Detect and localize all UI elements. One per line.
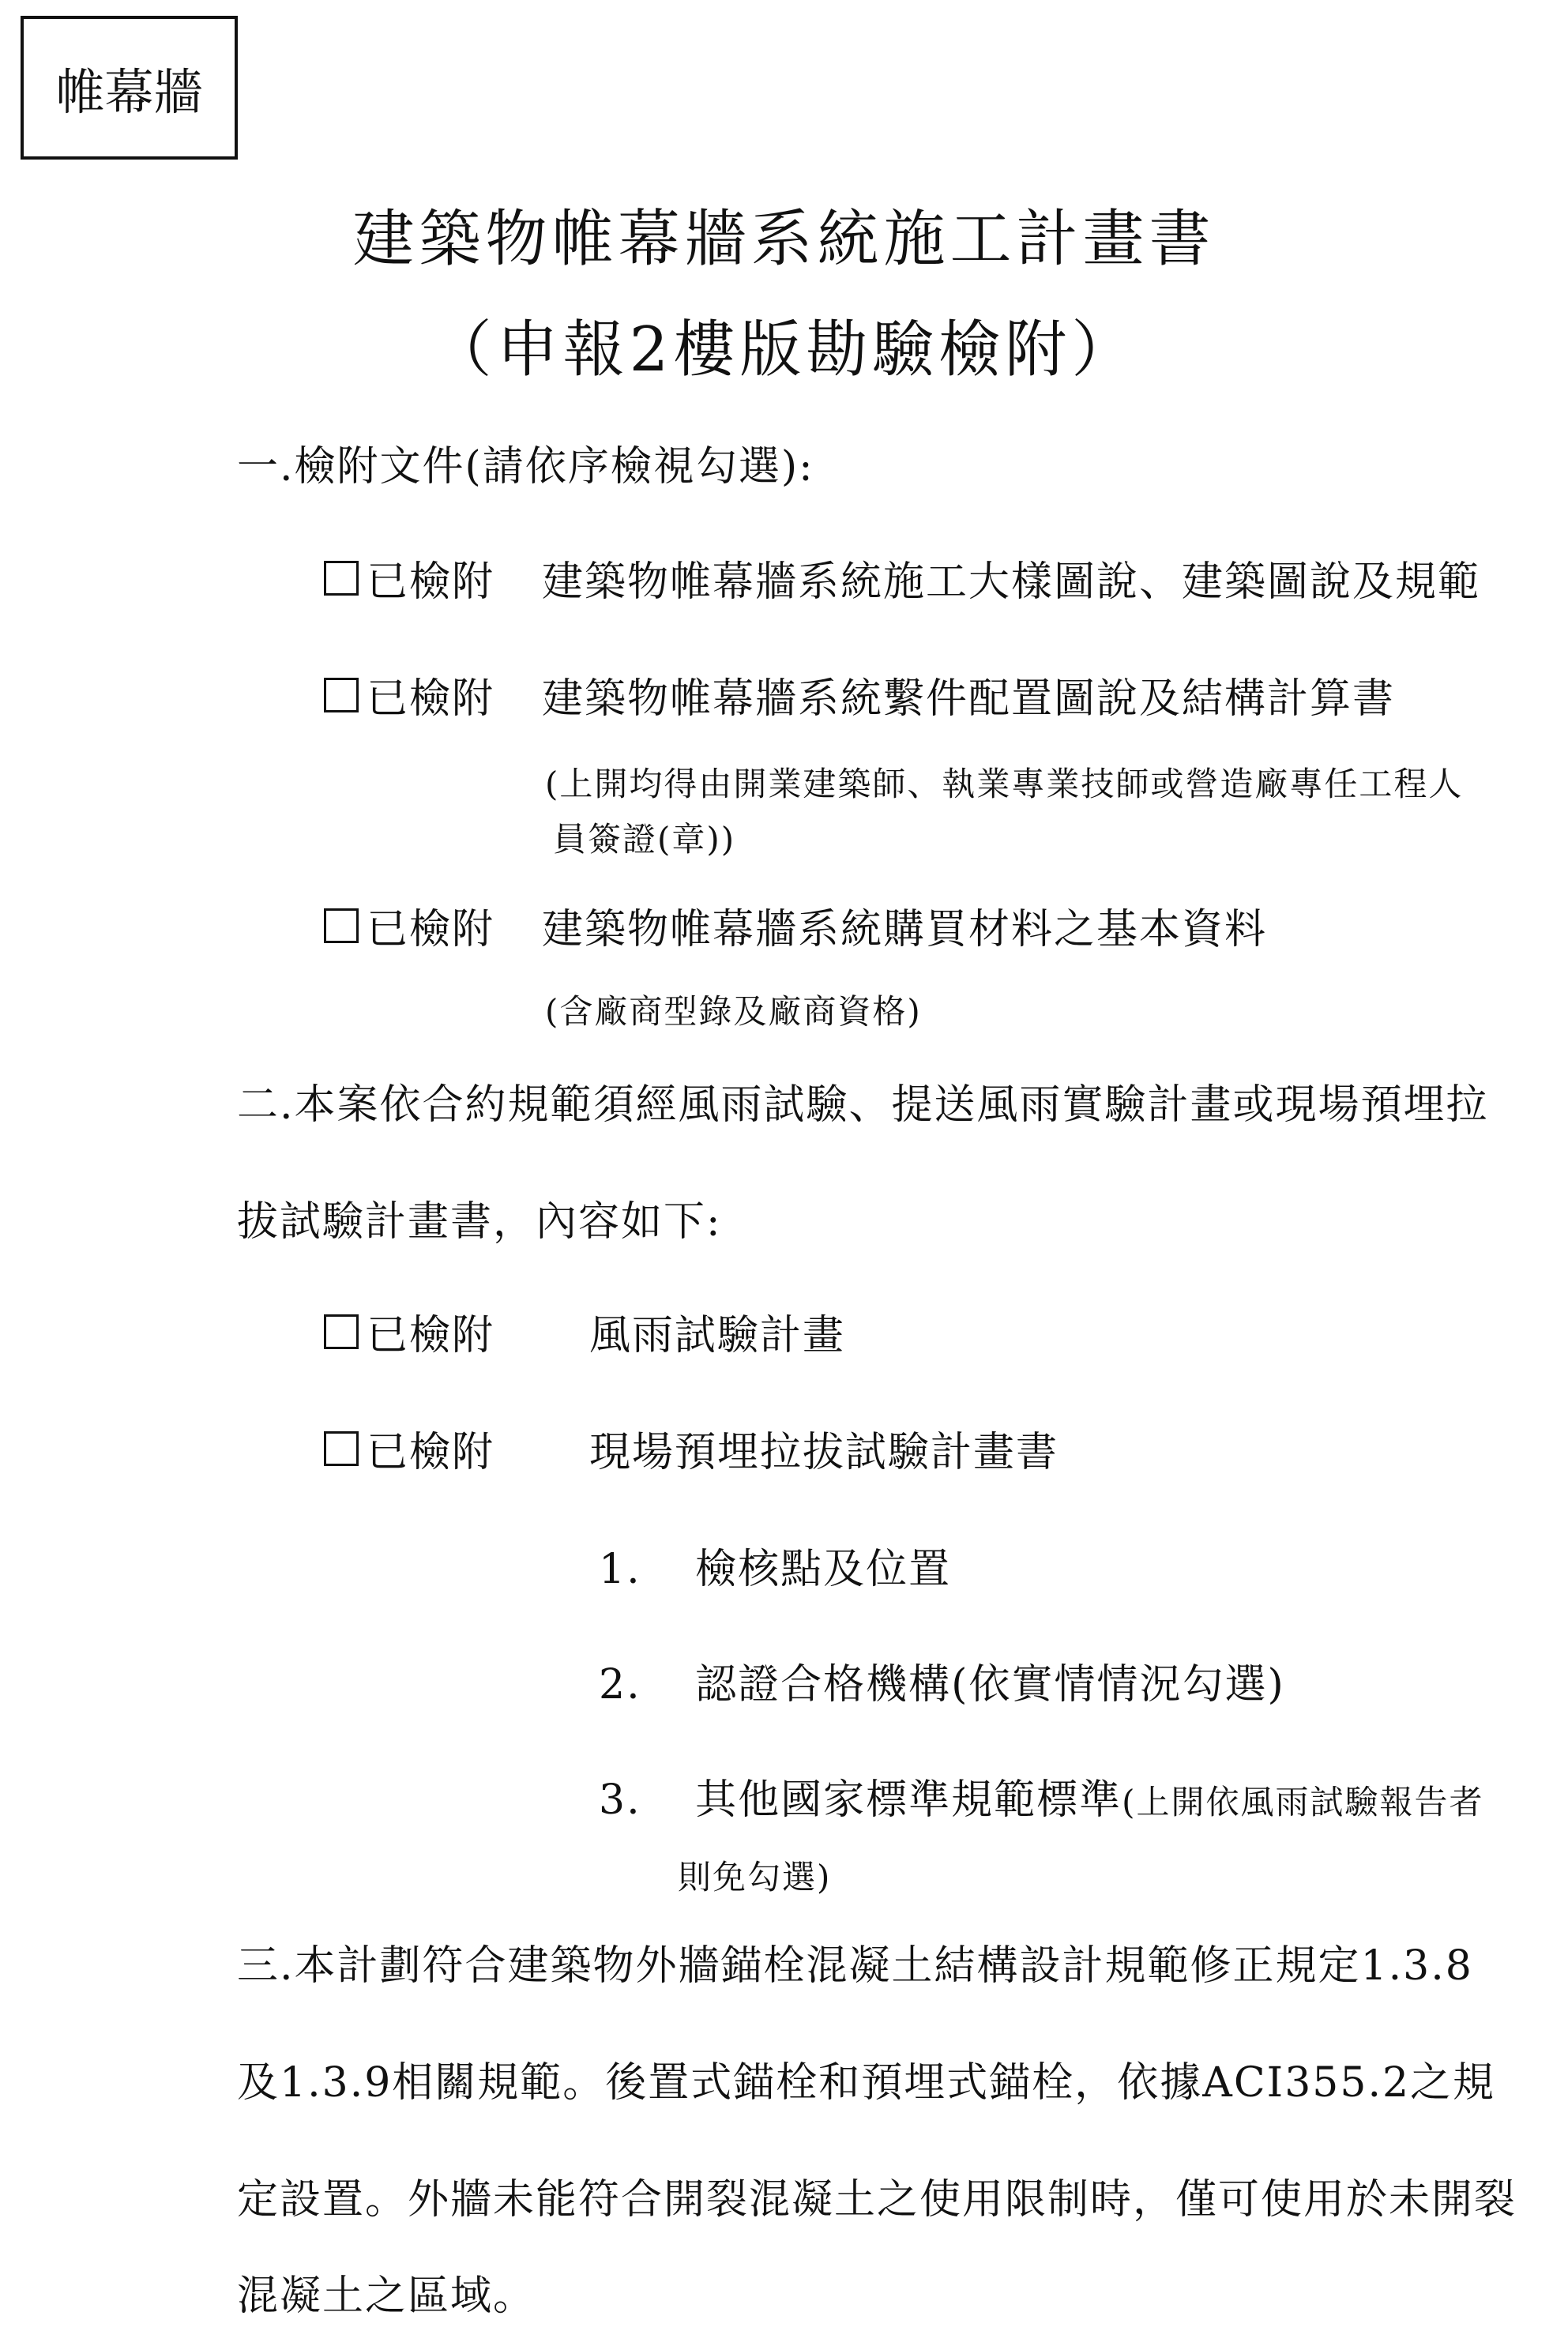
checkbox[interactable] — [324, 561, 359, 596]
item-text: 現場預埋拉拔試驗計畫書 — [589, 1429, 1059, 1476]
document-subtitle: （申報2樓版勘驗檢附） — [430, 314, 1138, 385]
checkbox[interactable] — [324, 1314, 359, 1349]
section2-line2: 拔試驗計畫書，內容如下: — [237, 1198, 722, 1246]
check-label: 已檢附 — [367, 906, 495, 953]
material-data-note: (含廠商型錄及廠商資格) — [545, 992, 922, 1031]
checklist-item-wind-rain-test[interactable] — [324, 1302, 845, 1361]
section2-line1: 二.本案依合約規範須經風雨試驗、提送風雨實驗計畫或現場預埋拉 — [237, 1081, 1489, 1129]
certification-note-line2: 員簽證(章)) — [553, 820, 736, 859]
certification-note-line1: (上開均得由開業建築師、執業專業技師或營造廠專任工程人 — [545, 765, 1464, 803]
sub-item-3 — [599, 1766, 1484, 1825]
sub-item-number: 3. — [599, 1776, 641, 1824]
section3-line1: 三.本計劃符合建築物外牆錨栓混凝土結構設計規範修正規定1.3.8 — [237, 1942, 1473, 1990]
checklist-item-material-data[interactable] — [324, 896, 1267, 955]
sub-item-2 — [599, 1651, 1285, 1710]
section3-line3: 定設置。外牆未能符合開裂混凝土之使用限制時，僅可使用於未開裂 — [237, 2176, 1517, 2224]
sub-item-text: 認證合格機構 — [695, 1661, 952, 1709]
sub-item-number: 1. — [599, 1546, 641, 1593]
checklist-item-detail-drawings[interactable] — [324, 548, 1480, 607]
check-label: 已檢附 — [367, 675, 495, 723]
sub-item-number: 2. — [599, 1661, 641, 1709]
check-label: 已檢附 — [367, 1312, 495, 1359]
sub-item-note: (上開依風雨試驗報告者 — [1122, 1783, 1484, 1821]
sub-item-1 — [599, 1536, 951, 1595]
checklist-item-structural-calc[interactable] — [324, 665, 1395, 724]
section1-heading: 一.檢附文件(請依序檢視勾選): — [237, 443, 814, 491]
item-text: 建築物帷幕牆系統施工大樣圖說、建築圖說及規範 — [542, 558, 1481, 606]
checklist-item-pullout-test[interactable] — [324, 1419, 1058, 1478]
checkbox[interactable] — [324, 1431, 359, 1466]
check-label: 已檢附 — [367, 558, 495, 606]
section3-line2: 及1.3.9相關規範。後置式錨栓和預埋式錨栓，依據ACI355.2之規 — [237, 2059, 1496, 2107]
item-text: 建築物帷幕牆系統購買材料之基本資料 — [542, 906, 1268, 953]
check-label: 已檢附 — [367, 1429, 495, 1476]
sub-item-text: 檢核點及位置 — [695, 1546, 952, 1593]
item-text: 風雨試驗計畫 — [589, 1312, 846, 1359]
sub-item-note: (依實情情況勾選) — [951, 1661, 1285, 1709]
document-category-tag — [21, 16, 238, 160]
sub-item-3-continued: 則免勾選) — [678, 1858, 832, 1897]
document-title: 建築物帷幕牆系統施工計畫書 — [352, 204, 1216, 275]
section3-line4: 混凝土之區域。 — [237, 2272, 536, 2320]
item-text: 建築物帷幕牆系統繫件配置圖說及結構計算書 — [542, 675, 1396, 723]
checkbox[interactable] — [324, 678, 359, 712]
sub-item-text: 其他國家標準規範標準 — [695, 1776, 1122, 1824]
category-tag-text: 帷幕牆 — [55, 62, 203, 121]
checkbox[interactable] — [324, 908, 359, 943]
